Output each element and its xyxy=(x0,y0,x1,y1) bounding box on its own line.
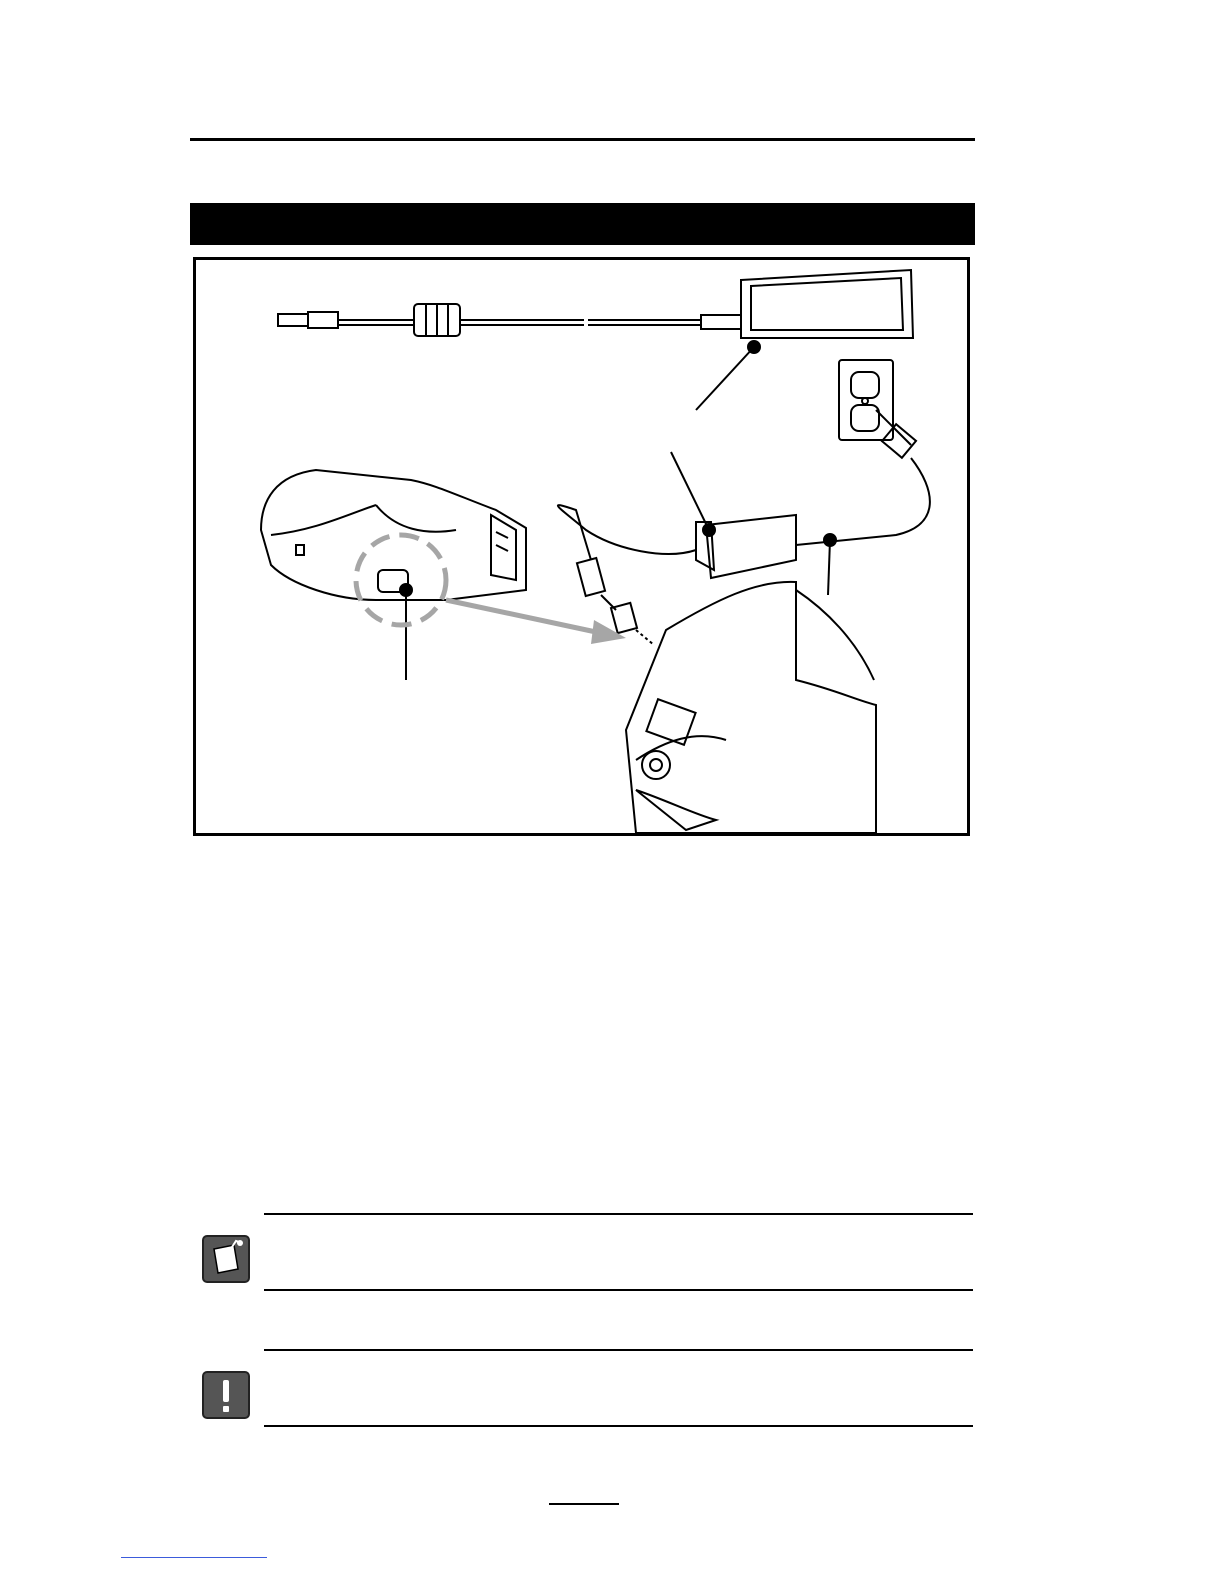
important-bottom-rule xyxy=(264,1425,973,1427)
section-title-bar xyxy=(190,203,975,245)
header-rule xyxy=(190,138,975,141)
exclamation-icon xyxy=(202,1371,250,1419)
dc-plug xyxy=(278,312,414,328)
note-block xyxy=(200,1213,975,1291)
ferrite-bead xyxy=(414,304,460,336)
arrow-shaft xyxy=(446,600,596,632)
note-icon xyxy=(202,1235,250,1283)
note-top-rule xyxy=(264,1213,973,1215)
printer-side-view xyxy=(261,470,526,600)
printer-bottom-view xyxy=(626,582,876,833)
footer-link[interactable] xyxy=(121,1557,267,1558)
note-bottom-rule xyxy=(264,1289,973,1291)
charger-connection-figure xyxy=(193,257,970,836)
callout-leader-3 xyxy=(828,540,830,595)
important-block xyxy=(200,1349,975,1427)
charger-illustration xyxy=(196,260,967,833)
important-top-rule xyxy=(264,1349,973,1351)
port-highlight-circle xyxy=(356,535,446,625)
power-supply-brick-top xyxy=(741,270,913,338)
wall-outlet xyxy=(839,360,893,440)
callout-leader-1 xyxy=(696,347,754,410)
page-number-line xyxy=(549,1503,619,1505)
callout-leader-2 xyxy=(671,452,709,530)
